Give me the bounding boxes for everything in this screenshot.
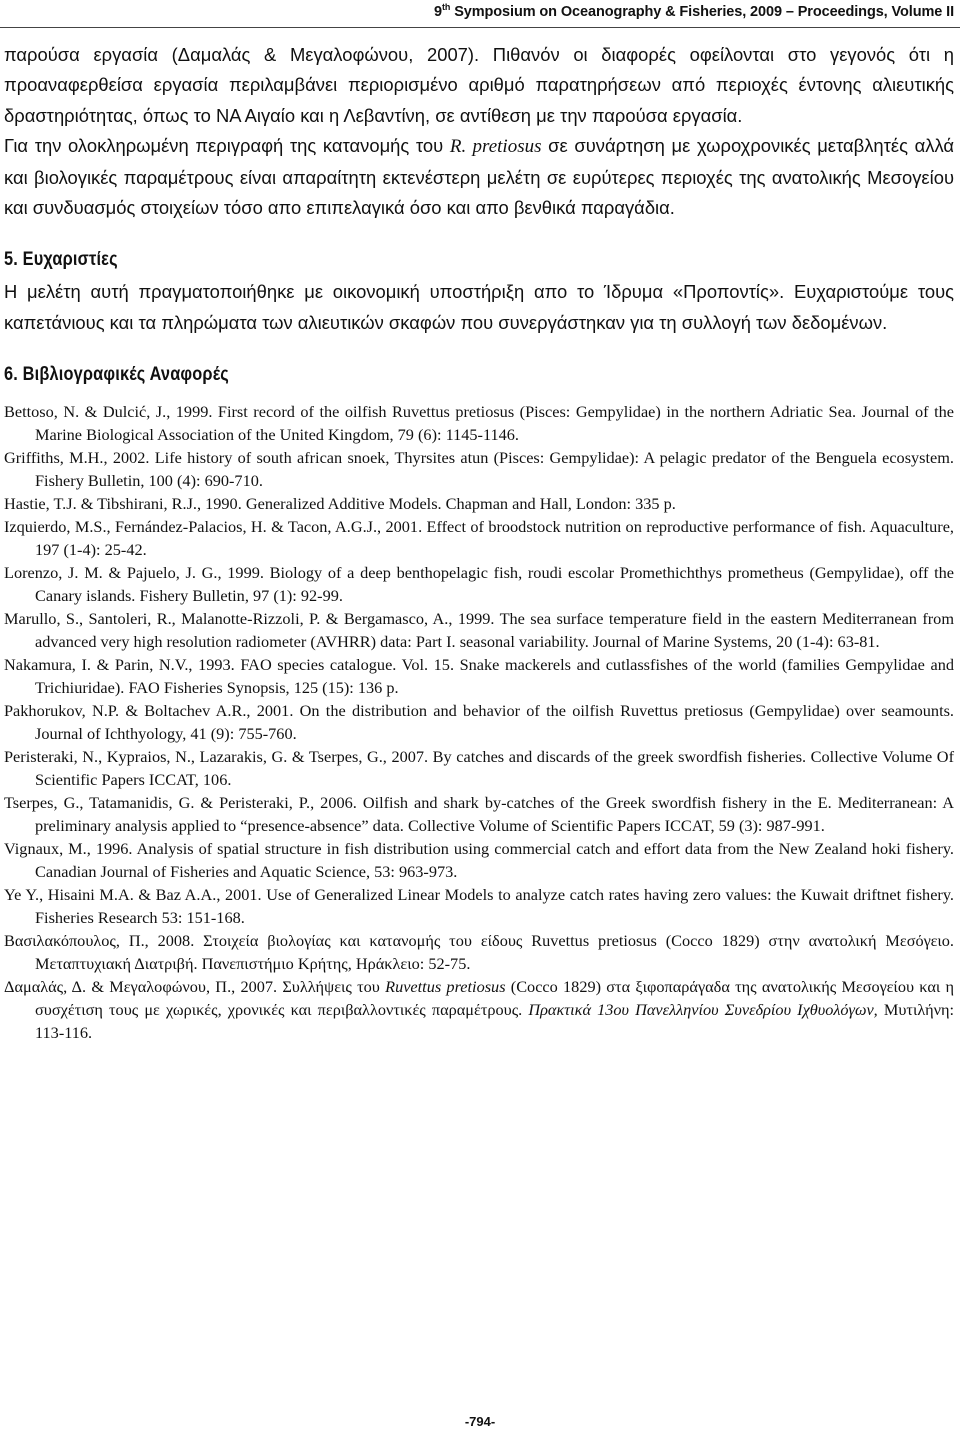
page-number: -794- <box>464 1414 496 1429</box>
running-head <box>434 2 954 20</box>
reference-item: Lorenzo, J. M. & Pajuelo, J. G., 1999. Biology of a deep benthopelagic fish, roudi escolar Promethichthys prometheus (Gempylidae), off the Canary islands. Fishery Bulletin, 97 (1): 92-99. <box>4 563 954 606</box>
species-name: R. pretiosus <box>449 136 542 158</box>
running-head-title: Symposium on Oceanography & Fisheries, 2009 – Proceedings, Volume II <box>450 3 954 20</box>
reference-item: Nakamura, I. & Parin, N.V., 1993. FAO species catalogue. Vol. 15. Snake mackerels and cutlassfishes of the world (families Gempylidae and Trichiuridae). FAO Fisheries Synopsis, 125 (15): 136 p. <box>4 655 954 698</box>
reference-item: Ye Y., Hisaini M.A. & Baz A.A., 2001. Use of Generalized Linear Models to analyze catch rates having zero values: the Kuwait driftnet fishery. Fisheries Research 53: 151-168. <box>4 885 954 928</box>
reference-item: Bettoso, N. & Dulcić, J., 1999. First record of the oilfish Ruvettus pretiosus (Pisces: Gempylidae) in the northern Adriatic Sea. Journal of the Marine Biological Association of the United Kingdom, 79 (6): 1145-1146. <box>4 402 954 445</box>
reference-item: Δαμαλάς, Δ. & Μεγαλοφώνου, Π., 2007. Συλλήψεις του Ruvettus pretiosus (Cocco 1829) στα ξιφοπαράγαδα της ανατολικής Μεσογείου και η συσχέτιση τους με χωρικές, χρονικές και περιβαλλοντικές παραμέτρους. Πρακτικά 13ου Πανελληνίου Συνεδρίου Ιχθυολόγων, Μυτιλήνη: 113-116. <box>4 977 955 1043</box>
header-rule <box>0 27 960 28</box>
page-body <box>4 40 954 1044</box>
running-head-ordinal: th <box>441 2 451 12</box>
reference-item: Peristeraki, N., Kypraios, N., Lazarakis, G. & Tserpes, G., 2007. By catches and discards of the greek swordfish fisheries. Collective Volume Of Scientific Papers ICCAT, 106. <box>4 747 954 790</box>
reference-item: Tserpes, G., Tatamanidis, G. & Peristeraki, P., 2006. Oilfish and shark by-catches of the Greek swordfish fishery in the E. Mediterranean: A preliminary analysis applied to “presence-absence” data. Collective Volume of Scientific Papers ICCAT, 59 (3): 987-991. <box>4 793 954 836</box>
species-name: Ruvettus pretiosus <box>385 977 506 997</box>
reference-item: Βασιλακόπουλος, Π., 2008. Στοιχεία βιολογίας και κατανομής του είδους Ruvettus pretiosus (Cocco 1829) στην ανατολική Μεσόγειο. Μεταπτυχιακή Διατριβή. Πανεπιστήμιο Κρήτης, Ηράκλειο: 52-75. <box>4 931 954 974</box>
paragraph-discussion-end: παρούσα εργασία (Δαμαλάς & Μεγαλοφώνου, 2007). Πιθανόν οι διαφορές οφείλονται στο γεγονός ότι η προαναφερθείσα εργασία περιλαμβάνει περιορισμένο αριθμό παρατηρήσεων από περιοχές έντονης αλιευτικής δραστηριότητας, όπως το ΝΑ Αιγαίο και η Λεβαντίνη, σε αντίθεση με την παρούσα εργασία. <box>4 44 954 126</box>
reference-item: Vignaux, M., 1996. Analysis of spatial structure in fish distribution using commercial catch and effort data from the New Zealand hoki fishery. Canadian Journal of Fisheries and Aquatic Science, 53: 963-973. <box>4 839 954 882</box>
reference-item: Griffiths, M.H., 2002. Life history of south african snoek, Thyrsites atun (Pisces: Gempylidae): A pelagic predator of the Benguela ecosystem. Fishery Bulletin, 100 (4): 690-710. <box>4 448 954 491</box>
reference-item: Izquierdo, M.S., Fernández-Palacios, H. & Tacon, A.G.J., 2001. Effect of broodstock nutrition on reproductive performance of fish. Aquaculture, 197 (1-4): 25-42. <box>4 517 954 560</box>
reference-item: Pakhorukov, N.P. & Boltachev A.R., 2001. On the distribution and behavior of the oilfish Ruvettus pretiosus (Gempylidae) over seamounts. Journal of Ichthyology, 41 (9): 755-760. <box>4 701 954 744</box>
paragraph-acknowledgements: Η μελέτη αυτή πραγματοποιήθηκε με οικονομική υποστήριξη απο το Ίδρυμα «Προποντίς». Ευχαριστούμε τους καπετάνιους και τα πληρώματα των αλιευτικών σκαφών που συνεργάστηκαν για τη συλλογή των δεδομένων. <box>4 281 954 333</box>
section-heading-references: 6. Βιβλιογραφικές Αναφορές <box>4 364 229 386</box>
proceedings-title: Πρακτικά 13ου Πανελληνίου Συνεδρίου Ιχθυολόγων, <box>528 1000 878 1020</box>
running-head-number: 9 <box>434 3 442 20</box>
section-heading-acknowledgements: 5. Ευχαριστίες <box>4 249 118 271</box>
reference-list <box>4 400 954 1044</box>
paragraph-future-work: Για την ολοκληρωμένη περιγραφή της κατανομής του R. pretiosus σε συνάρτηση με χωροχρονικές μεταβλητές αλλά και βιολογικές παραμέτρους είναι απαραίτητη εκτενέστερη μελέτη σε ευρύτερες περιοχές της ανατολικής Μεσογείου και συνδυασμός στοιχείων τόσο απο επιπελαγικά όσο και απο βενθικά παραγάδια. <box>4 135 954 219</box>
reference-item: Hastie, T.J. & Tibshirani, R.J., 1990. Generalized Additive Models. Chapman and Hall, London: 335 p. <box>4 494 676 514</box>
reference-item: Marullo, S., Santoleri, R., Malanotte-Rizzoli, P. & Bergamasco, A., 1999. The sea surface temperature field in the eastern Mediterranean from advanced very high resolution radiometer (AVHRR) data: Part I. seasonal variability. Journal of Marine Systems, 20 (1-4): 63-81. <box>4 609 954 652</box>
